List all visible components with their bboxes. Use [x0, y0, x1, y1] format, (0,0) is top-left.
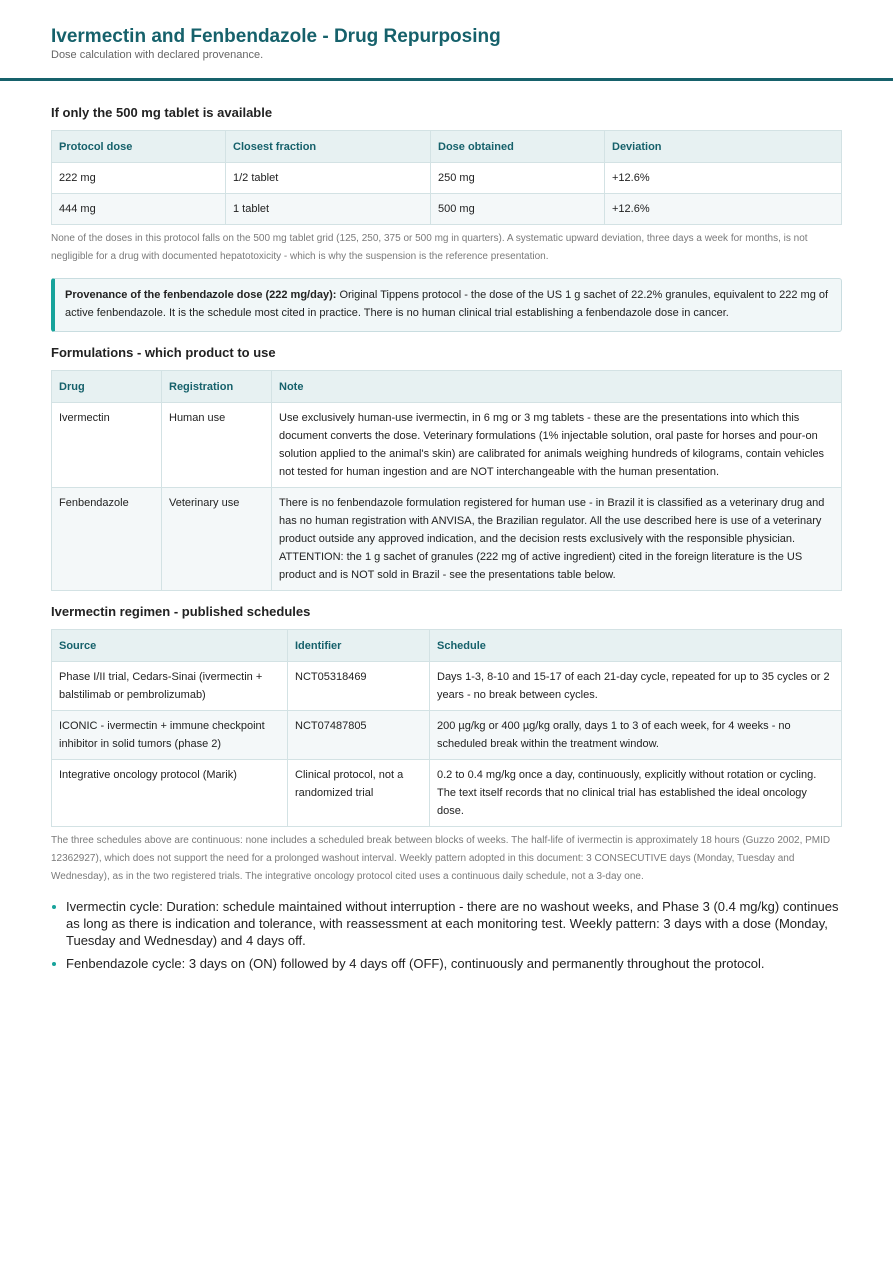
- column-header: Dose obtained: [431, 131, 605, 163]
- page-title: Ivermectin and Fenbendazole - Drug Repurposing: [51, 26, 501, 47]
- main-content: [0, 81, 893, 972]
- schedules-note: The three schedules above are continuous: none includes a scheduled break between blocks of weeks. The half-life of ivermectin is approximately 18 hours (Guzzo 2002, PMID 12362927), which does not support the need for a prolonged washout interval. Weekly pattern adopted in this document: 3 CONSECUTIVE days (Monday, Tuesday and Wednesday), as in the two registered trials. The integrative oncology protocol cited uses a continuous daily schedule, not a 3-day one.: [51, 835, 831, 882]
- tablet-dose-table: [51, 130, 842, 225]
- provenance-callout: [51, 278, 842, 332]
- table-row: [52, 163, 842, 194]
- table-cell: NCT07487805: [288, 711, 430, 760]
- table-cell: Human use: [162, 403, 272, 488]
- bullet-text: Ivermectin cycle: Duration: schedule maintained without interruption - there are no washout weeks, and Phase 3 (0.4 mg/kg) continues as long as there is indication and tolerance, with reassessment at each monitoring test. Weekly pattern: 3 days with a dose (Monday, Tuesday and Wednesday) and 4 days off.: [66, 899, 839, 948]
- list-item: [51, 955, 842, 972]
- column-header: Source: [52, 630, 288, 662]
- table-cell: 222 mg: [52, 163, 226, 194]
- cycle-bullet-list: [51, 898, 842, 972]
- table-row: [52, 194, 842, 225]
- table-cell: There is no fenbendazole formulation registered for human use - in Brazil it is classified as a veterinary drug and has no human registration with ANVISA, the Brazilian regulator. All the use described here is use of a veterinary product outside any approved indication, and the decision rests exclusively with the responsible physician. ATTENTION: the 1 g sachet of granules (222 mg of active ingredient) cited in the foreign literature is the US product and is NOT sold in Brazil - see the presentations table below.: [272, 488, 842, 591]
- table-row: [52, 403, 842, 488]
- table-cell: Clinical protocol, not a randomized trial: [288, 760, 430, 827]
- bullet-dot-icon: [52, 962, 56, 966]
- column-header: Drug: [52, 371, 162, 403]
- column-header: Note: [272, 371, 842, 403]
- table-cell: Days 1-3, 8-10 and 15-17 of each 21-day cycle, repeated for up to 35 cycles or 2 years - no break between cycles.: [430, 662, 842, 711]
- bullet-text: Fenbendazole cycle: 3 days on (ON) followed by 4 days off (OFF), continuously and permanently throughout the protocol.: [66, 956, 765, 971]
- table-row: [52, 760, 842, 827]
- table-cell: Phase I/II trial, Cedars-Sinai (ivermectin + balstilimab or pembrolizumab): [52, 662, 288, 711]
- section-title-formulations: Formulations - which product to use: [51, 345, 276, 360]
- table-cell: 444 mg: [52, 194, 226, 225]
- list-item: [51, 898, 842, 949]
- table-row: [52, 711, 842, 760]
- table-cell: Ivermectin: [52, 403, 162, 488]
- table-cell: NCT05318469: [288, 662, 430, 711]
- table-cell: Veterinary use: [162, 488, 272, 591]
- table-cell: 1/2 tablet: [226, 163, 431, 194]
- provenance-text: Original Tippens protocol - the dose of the US 1 g sachet of 22.2% granules, equivalent to 222 mg of active fenbendazole. It is the schedule most cited in practice. There is no human clinical trial establishing a fenbendazole dose in cancer.: [65, 289, 829, 319]
- table-cell: 200 µg/kg or 400 µg/kg orally, days 1 to 3 of each week, for 4 weeks - no scheduled break within the treatment window.: [430, 711, 842, 760]
- column-header: Identifier: [288, 630, 430, 662]
- section-title-tablet: If only the 500 mg tablet is available: [51, 105, 273, 120]
- table-cell: +12.6%: [605, 194, 842, 225]
- table-cell: ICONIC - ivermectin + immune checkpoint inhibitor in solid tumors (phase 2): [52, 711, 288, 760]
- table-cell: 1 tablet: [226, 194, 431, 225]
- table-cell: 0.2 to 0.4 mg/kg once a day, continuously, explicitly without rotation or cycling. The text itself records that no clinical trial has established the ideal oncology dose.: [430, 760, 842, 827]
- column-header: Protocol dose: [52, 131, 226, 163]
- tablet-note: None of the doses in this protocol falls on the 500 mg tablet grid (125, 250, 375 or 500 mg in quarters). A systematic upward deviation, three days a week for months, is not negligible for a drug with documented hepatotoxicity - which is why the suspension is the reference presentation.: [51, 233, 808, 262]
- table-cell: 500 mg: [431, 194, 605, 225]
- table-row: [52, 662, 842, 711]
- page-header: [0, 0, 893, 81]
- column-header: Deviation: [605, 131, 842, 163]
- table-cell: 250 mg: [431, 163, 605, 194]
- column-header: Registration: [162, 371, 272, 403]
- page-subtitle: Dose calculation with declared provenance.: [51, 49, 264, 61]
- table-cell: +12.6%: [605, 163, 842, 194]
- table-cell: Fenbendazole: [52, 488, 162, 591]
- section-title-ivermectin-regimen: Ivermectin regimen - published schedules: [51, 604, 311, 619]
- table-row: [52, 488, 842, 591]
- column-header: Closest fraction: [226, 131, 431, 163]
- table-cell: Use exclusively human-use ivermectin, in 6 mg or 3 mg tablets - these are the presentations into which this document converts the dose. Veterinary formulations (1% injectable solution, oral paste for horses and pour-on solution applied to the animal's skin) are calibrated for animals weighing hundreds of kilograms, contain vehicles not tested for human ingestion and are NOT interchangeable with the human presentation.: [272, 403, 842, 488]
- formulations-table: [51, 370, 842, 591]
- ivermectin-schedules-table: [51, 629, 842, 827]
- provenance-label: Provenance of the fenbendazole dose (222 mg/day):: [65, 289, 337, 301]
- column-header: Schedule: [430, 630, 842, 662]
- table-cell: Integrative oncology protocol (Marik): [52, 760, 288, 827]
- bullet-dot-icon: [52, 905, 56, 909]
